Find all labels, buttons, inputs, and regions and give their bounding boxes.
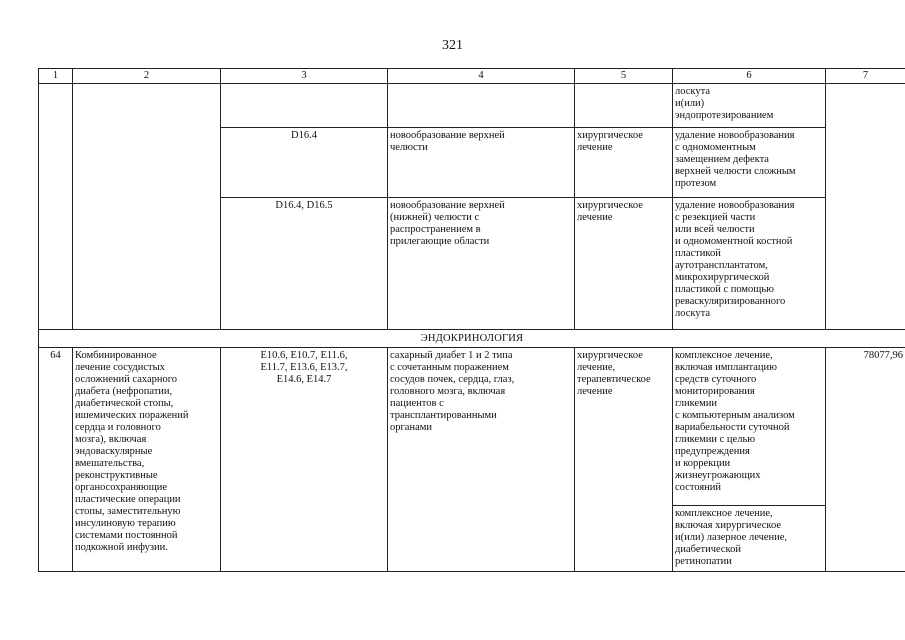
cell-empty	[388, 84, 575, 128]
patient-model-cell: сахарный диабет 1 и 2 типа с сочетанным поражением сосудов почек, сердца, глаз, головного мозга, включая пациентов с трансплантированными органами	[388, 348, 575, 572]
section-row	[39, 330, 905, 348]
col-header-5: 5	[575, 69, 673, 84]
col-header-1: 1	[39, 69, 73, 84]
col-header-6: 6	[673, 69, 826, 84]
item-number-cell: 64	[39, 348, 73, 572]
patient-model-cell: новообразование верхней (нижней) челюсти с распространением в прилегающие области	[388, 198, 575, 330]
table-row	[39, 348, 905, 506]
col-header-2: 2	[73, 69, 221, 84]
diagnosis-code-cell: D16.4	[221, 128, 388, 198]
treatment-type-cell: хирургическое лечение	[575, 128, 673, 198]
method-cell: комплексное лечение, включая имплантацию средств суточного мониторирования гликемии с компьютерным анализом вариабельности суточной гликемии с целью предупреждения и коррекции жизнеугрожающих состояний	[673, 348, 826, 506]
method-cell: комплексное лечение, включая хирургическое и(или) лазерное лечение, диабетической ретинопатии	[673, 506, 826, 572]
method-cell: удаление новообразования с одномоментным замещением дефекта верхней челюсти сложным протезом	[673, 128, 826, 198]
medical-care-table	[38, 68, 905, 572]
method-cell: удаление новообразования с резекцией части или всей челюсти и одномоментной костной пластикой аутотрансплантатом, микрохирургической пластикой с помощью реваскуляризированного лоскута	[673, 198, 826, 330]
col-header-7: 7	[826, 69, 905, 84]
cell-empty	[575, 84, 673, 128]
table-row	[39, 84, 905, 128]
section-title: ЭНДОКРИНОЛОГИЯ	[39, 330, 905, 348]
patient-model-cell: новообразование верхней челюсти	[388, 128, 575, 198]
treatment-type-cell: хирургическое лечение	[575, 198, 673, 330]
care-name-cell: Комбинированное лечение сосудистых осложнений сахарного диабета (нефропатии, диабетической стопы, ишемических поражений сердца и головного мозга), включая эндоваскулярные вмешательства, реконструктивные органосохраняющие пластические операции стопы, заместительную инсулиновую терапию системами постоянной подкожной инфузии.	[73, 348, 221, 572]
diagnosis-code-cell: D16.4, D16.5	[221, 198, 388, 330]
method-cell: лоскута и(или) эндопротезированием	[673, 84, 826, 128]
column-number-row	[39, 69, 905, 84]
page-number: 321	[442, 38, 463, 53]
treatment-type-cell: хирургическое лечение, терапевтическое лечение	[575, 348, 673, 572]
cell-empty	[826, 84, 905, 330]
cell-empty	[73, 84, 221, 330]
col-header-3: 3	[221, 69, 388, 84]
cost-cell: 78077,96	[826, 348, 905, 572]
col-header-4: 4	[388, 69, 575, 84]
cell-empty	[39, 84, 73, 330]
diagnosis-code-cell: E10.6, E10.7, E11.6, E11.7, E13.6, E13.7, E14.6, E14.7	[221, 348, 388, 572]
cell-empty	[221, 84, 388, 128]
